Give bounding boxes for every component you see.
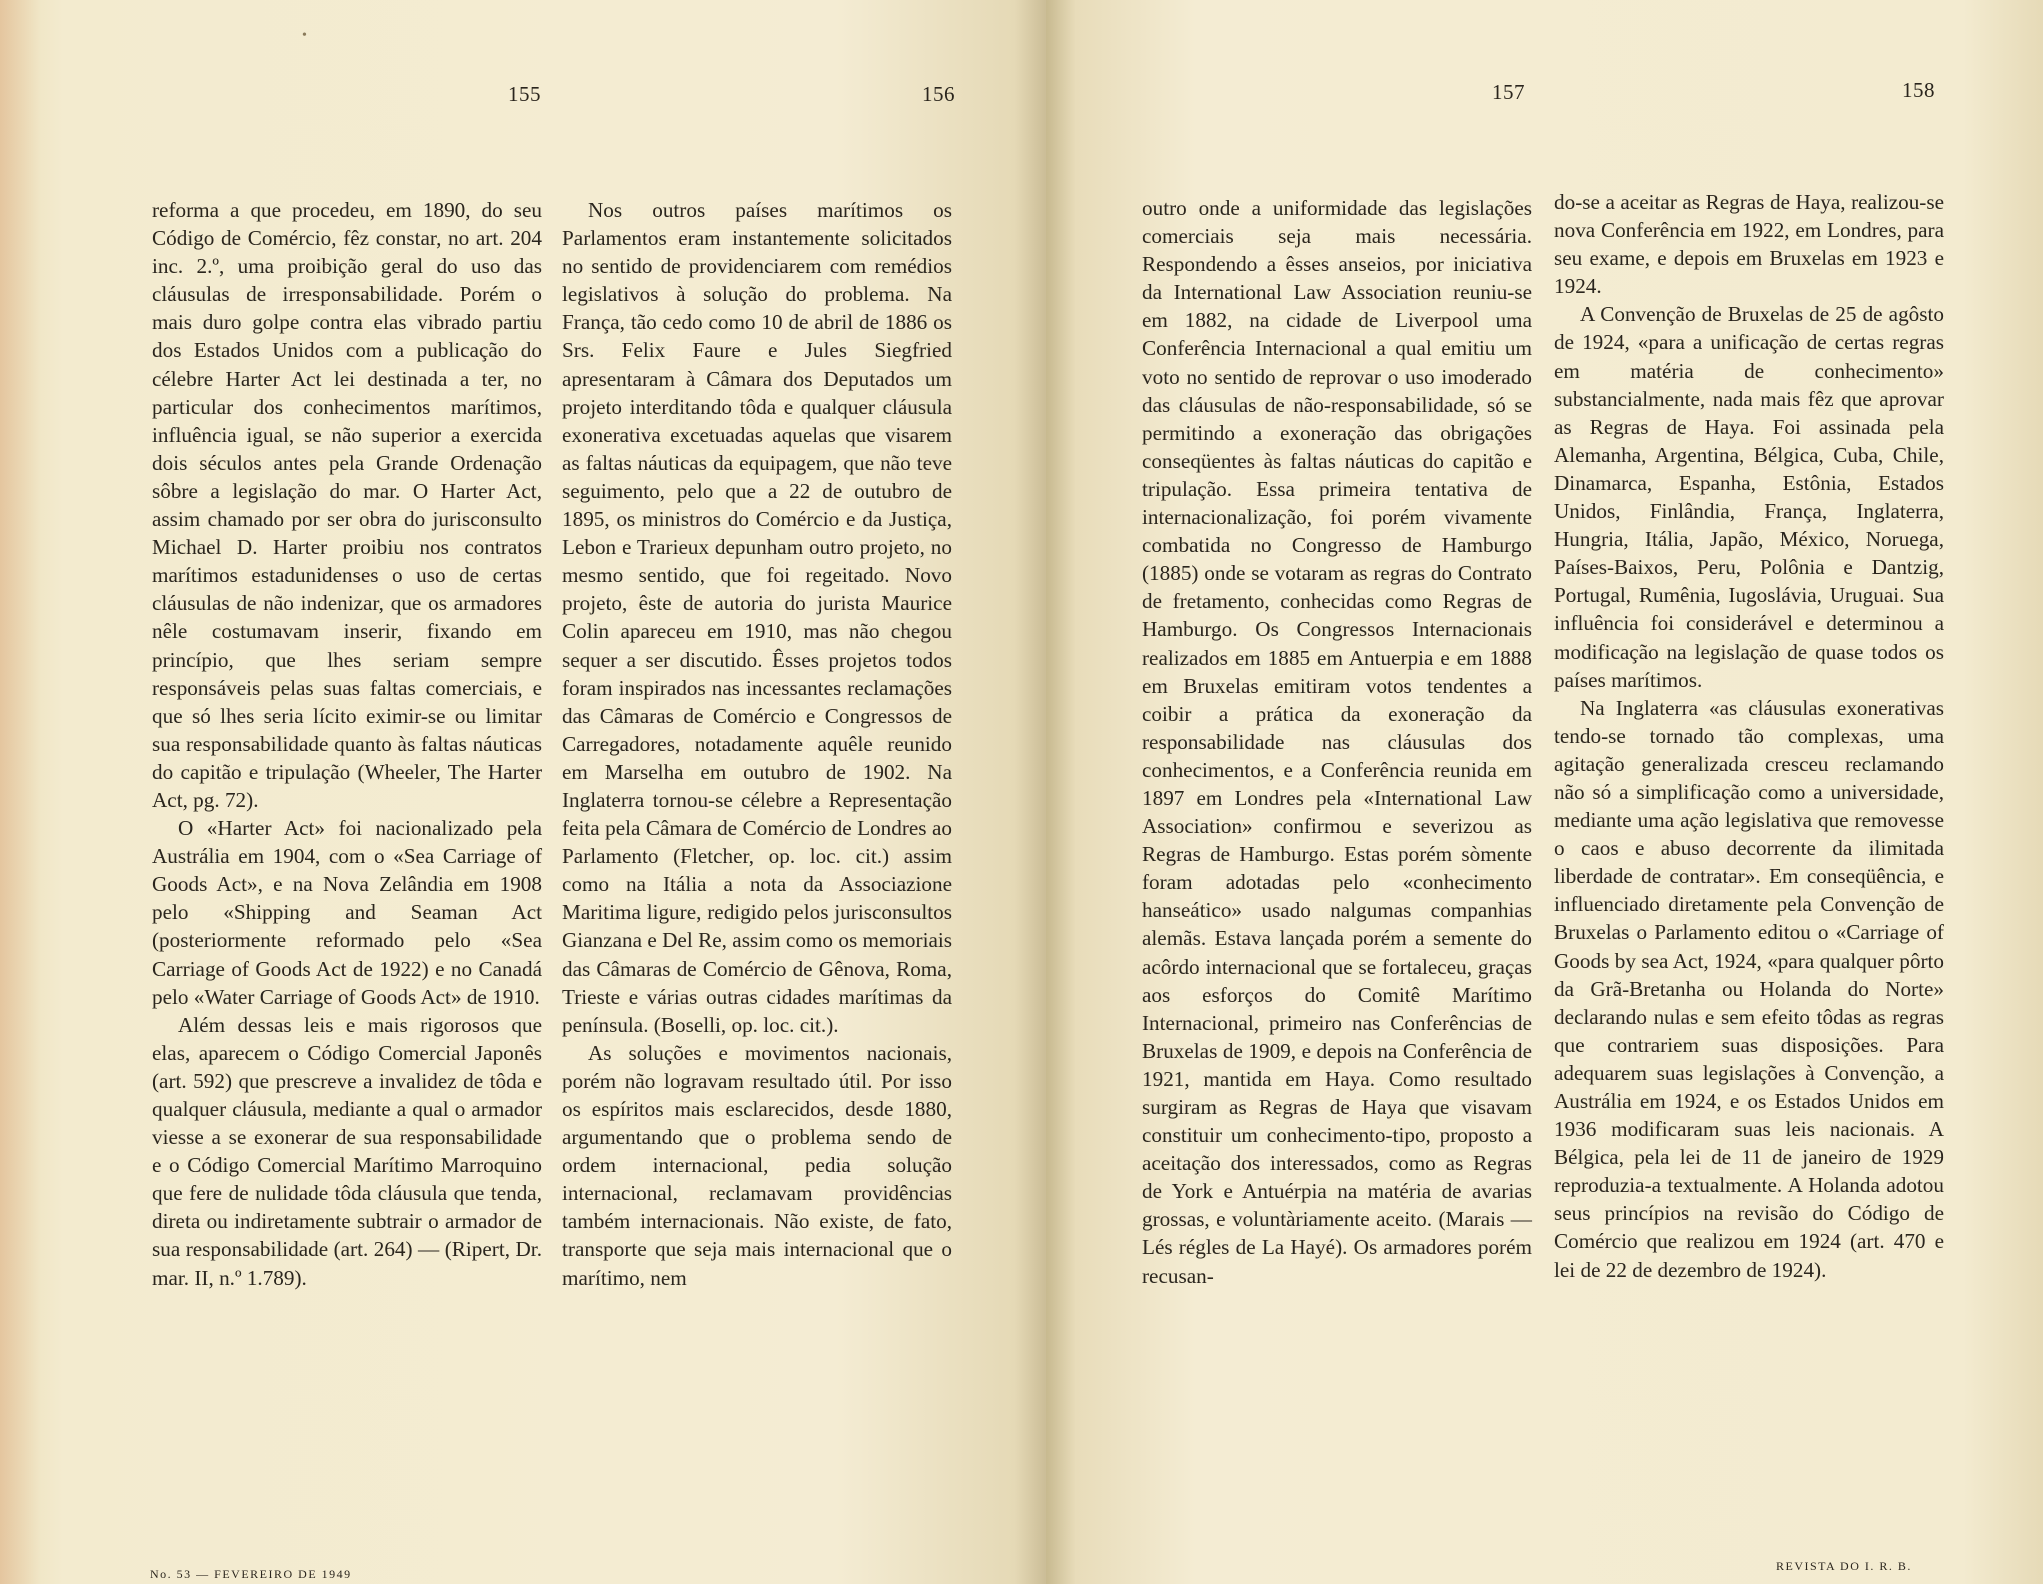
column-page-156 bbox=[562, 196, 952, 1292]
paragraph: Além dessas leis e mais rigorosos que elas, aparecem o Código Comercial Japonês (art. 592) que prescreve a invalidez de tôda e qualquer cláusula, mediante a qual o armador viesse a se exonerar de sua responsabilidade e o Código Comercial Marítimo Marroquino que fere de nulidade tôda cláusula que tenda, direta ou indiretamente subtrair o armador de sua responsabilidade (art. 264) — (Ripert, Dr. mar. II, n.º 1.789). bbox=[152, 1012, 542, 1290]
ink-speck: • bbox=[302, 28, 307, 43]
paragraph: A Convenção de Bruxelas de 25 de agôsto de 1924, «para a unificação de certas regras em matéria de conhecimento» substancialmente, nada mais fêz que aprovar as Regras de Haya. Foi assinada pela Alemanha, Argentina, Bélgica, Cuba, Chile, Dinamarca, Espanha, Estônia, Estados Unidos, Finlândia, França, Inglaterra, Hungria, Itália, Japão, México, Noruega, Países-Baixos, Peru, Polônia e Dantzig, Portugal, Rumênia, Iugoslávia, Uruguai. Sua influência foi considerável e determinou a modificação na legislação de quase todos os países marítimos. bbox=[1554, 302, 1944, 692]
paragraph: As soluções e movimentos nacionais, porém não logravam resultado útil. Por isso os espíritos mais esclarecidos, desde 1880, argumentando que o problema sendo de ordem internacional, pedia solução internacional, reclamavam providências também internacionais. Não existe, de fato, transporte que seja mais internacional que o marítimo, nem bbox=[562, 1040, 952, 1290]
footer-issue: No. 53 — FEVEREIRO DE 1949 bbox=[150, 1567, 352, 1581]
page-number-155: 155 bbox=[508, 82, 541, 106]
page-number-156: 156 bbox=[922, 82, 955, 106]
column-page-158 bbox=[1554, 188, 1944, 1284]
column-page-155 bbox=[152, 196, 542, 1292]
paragraph: Nos outros países marítimos os Parlamentos eram instantemente solicitados no sentido de providenciarem com remédios legislativos à solução do problema. Na França, tão cedo como 10 de abril de 1886 os Srs. Felix Faure e Jules Siegfried apresentaram à Câmara dos Deputados um projeto interditando tôda e qualquer cláusula exonerativa excetuadas aquelas que visarem as faltas náuticas da equipagem, que não teve seguimento, pelo que a 22 de outubro de 1895, os ministros do Comércio e da Justiça, Lebon e Trarieux depunham outro projeto, no mesmo sentido, que foi regeitado. Novo projeto, êste de autoria do jurista Maurice Colin apareceu em 1910, mas não chegou sequer a ser discutido. Êsses projetos todos foram inspirados nas incessantes reclamações das Câmaras de Comércio e Congressos de Carregadores, notadamente aquêle reunido em Marselha em outubro de 1902. Na Inglaterra tornou-se célebre a Representação feita pela Câmara de Comércio de Londres ao Parlamento (Fletcher, op. loc. cit.) assim como na Itália a nota da Associazione Maritima ligure, redigido pelos jurisconsultos Gianzana e Del Re, assim como os memoriais das Câmaras de Comércio de Gênova, Roma, Trieste e várias outras cidades marítimas da península. (Boselli, op. loc. cit.). bbox=[562, 198, 952, 1037]
column-page-157 bbox=[1142, 194, 1532, 1290]
footer-journal: REVISTA DO I. R. B. bbox=[1776, 1559, 1912, 1573]
paragraph: Na Inglaterra «as cláusulas exonerativas tendo-se tornado tão complexas, uma agitação generalizada cresceu reclamando não só a simplificação como a universidade, mediante uma ação legislativa que removesse o caos e abuso decorrente da ilimitada liberdade de contratar». Em conseqüência, e influenciado diretamente pela Convenção de Bruxelas o Parlamento editou o «Carriage of Goods by sea Act, 1924, «para qualquer pôrto da Grã-Bretanha ou Holanda do Norte» declarando nulas e sem efeito tôdas as regras que contrariem suas disposições. Para adequarem suas legislações à Convenção, a Austrália em 1924, e os Estados Unidos em 1936 modificaram suas leis nacionais. A Bélgica, pela lei de 11 de janeiro de 1929 reproduzia-a textualmente. A Holanda adotou seus princípios na revisão do Código de Comércio que realizou em 1924 (art. 470 e lei de 22 de dezembro de 1924). bbox=[1554, 695, 1944, 1282]
page-number-157: 157 bbox=[1492, 80, 1525, 104]
paragraph: do-se a aceitar as Regras de Haya, realizou-se nova Conferência em 1922, em Londres, para seu exame, e depois em Bruxelas em 1923 e 1924. bbox=[1554, 190, 1944, 299]
paragraph: reforma a que procedeu, em 1890, do seu Código de Comércio, fêz constar, no art. 204 inc. 2.º, uma proibição geral do uso das cláusulas de irresponsabilidade. Porém o mais duro golpe contra elas vibrado partiu dos Estados Unidos com a publicação do célebre Harter Act lei destinada a ter, no particular dos conhecimentos marítimos, influência igual, se não superior a exercida dois séculos antes pela Grande Ordenação sôbre a legislação do mar. O Harter Act, assim chamado por ser obra do jurisconsulto Michael D. Harter proibiu nos contratos marítimos estadunidenses o uso de certas cláusulas de não indenizar, que os armadores nêle costumavam inserir, fixando em princípio, que lhes seriam sempre responsáveis pelas suas faltas comerciais, e que só lhes seria lícito eximir-se ou limitar sua responsabilidade quanto às faltas náuticas do capitão e tripulação (Wheeler, The Harter Act, pg. 72). bbox=[152, 198, 542, 812]
page-edge-stain bbox=[0, 0, 40, 1584]
right-page bbox=[1046, 0, 2043, 1584]
page-number-158: 158 bbox=[1902, 78, 1935, 102]
paragraph: outro onde a uniformidade das legislações comerciais seja mais necessária. Respondendo a êsses anseios, por iniciativa da International Law Association reuniu-se em 1882, na cidade de Liverpool uma Conferência Internacional a qual emitiu um voto no sentido de reprovar o uso imoderado das cláusulas de não-responsabilidade, só se permitindo a exoneração das obrigações conseqüentes às faltas náuticas do capitão e tripulação. Essa primeira tentativa de internacionalização, foi porém vivamente combatida no Congresso de Hamburgo (1885) onde se votaram as regras do Contrato de fretamento, conhecidas como Regras de Hamburgo. Os Congressos Internacionais realizados em 1885 em Antuerpia e em 1888 em Bruxelas emitiram votos tendentes a coibir a prática da exoneração da responsabilidade nas cláusulas dos conhecimentos, e a Conferência reunida em 1897 em Londres pela «International Law Association» confirmou e severizou as Regras de Hamburgo. Estas porém sòmente foram adotadas pelo «conhecimento hanseático» usado nalgumas companhias alemãs. Estava lançada porém a semente do acôrdo internacional que se fortaleceu, graças aos esforços do Comitê Marítimo Internacional, primeiro nas Conferências de Bruxelas de 1909, e depois na Conferência de 1921, mantida em Haya. Como resultado surgiram as Regras de Haya que visavam constituir um conhecimento-tipo, proposto a aceitação dos interessados, como as Regras de York e Antuérpia na matéria de avarias grossas, e voluntàriamente aceito. (Marais — Lés régles de La Hayé). Os armadores porém recusan- bbox=[1142, 196, 1532, 1288]
paragraph: O «Harter Act» foi nacionalizado pela Austrália em 1904, com o «Sea Carriage of Goods Act», e na Nova Zelândia em 1908 pelo «Shipping and Seaman Act (posteriormente reformado pelo «Sea Carriage of Goods Act de 1922) e no Canadá pelo «Water Carriage of Goods Act» de 1910. bbox=[152, 816, 542, 1009]
